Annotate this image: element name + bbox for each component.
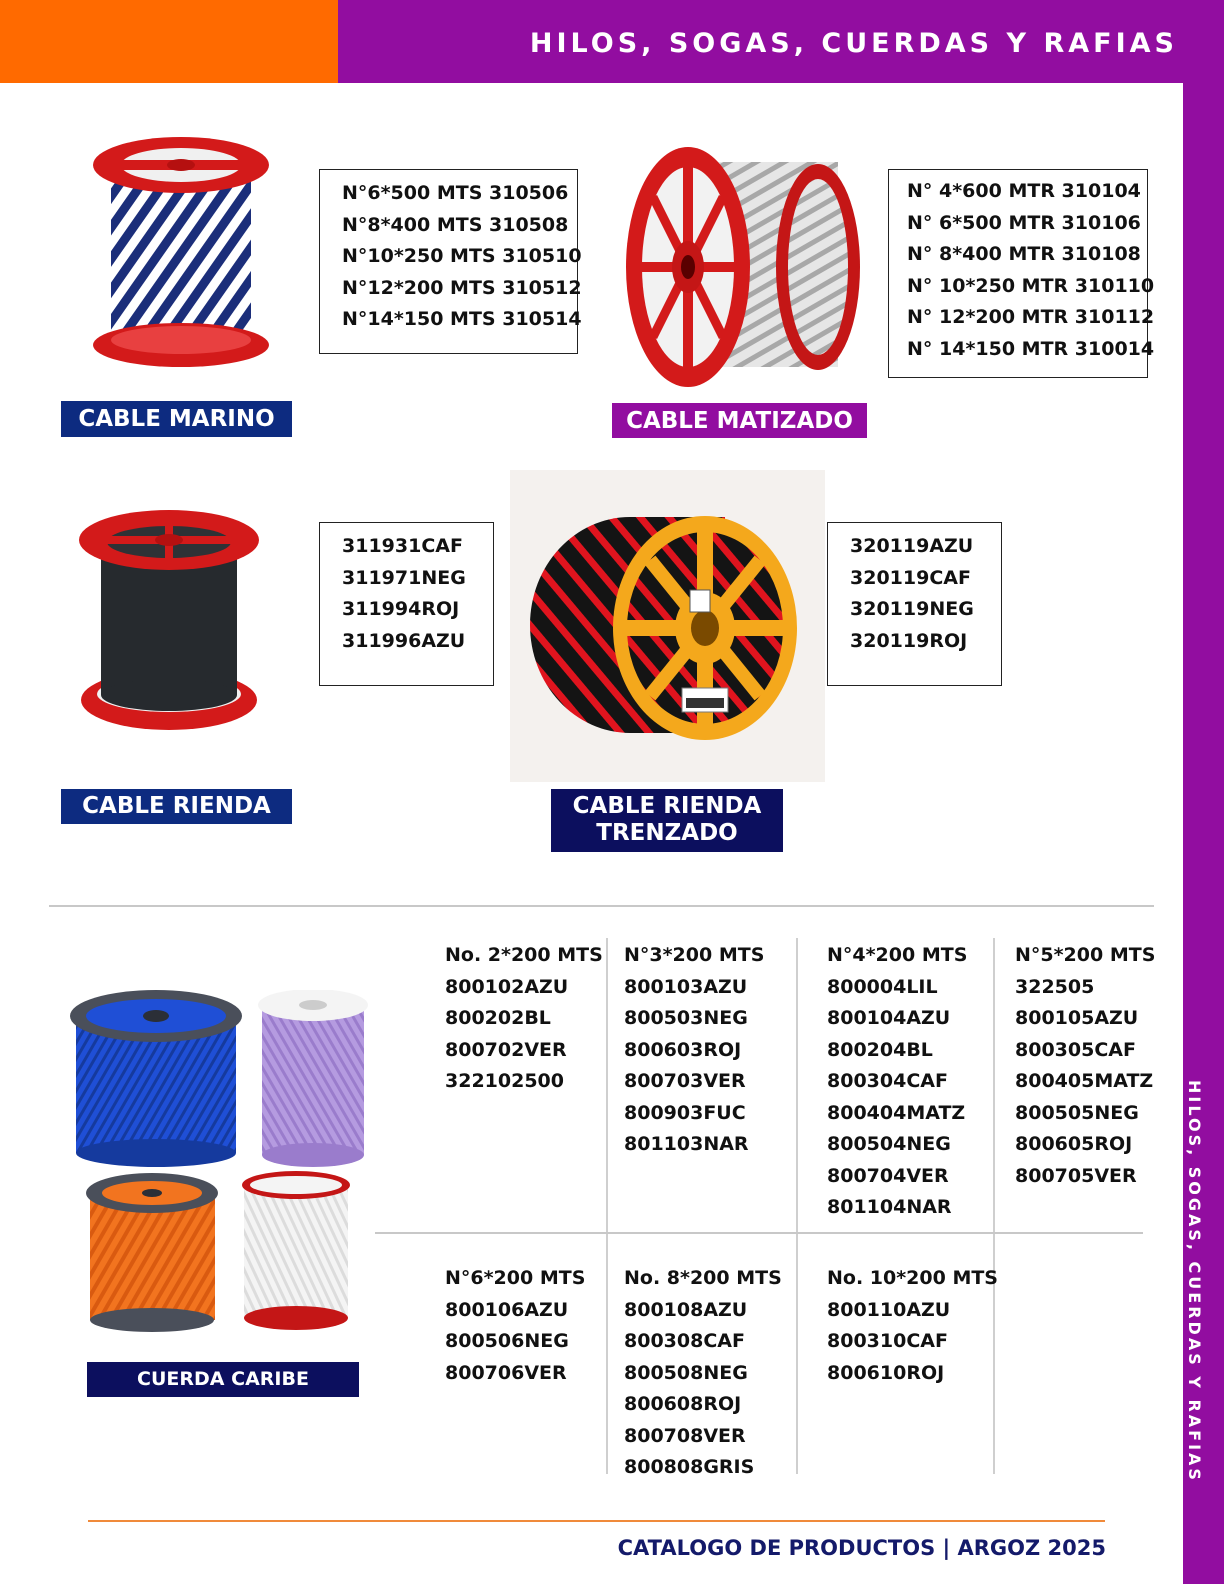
footer-text: CATALOGO DE PRODUCTOS | ARGOZ 2025 [617,1536,1106,1560]
code-line: 311971NEG [342,566,466,589]
code-line: 311931CAF [342,535,463,557]
code-line: 800308CAF [624,1330,745,1352]
cuerda-caribe-image [68,990,374,1335]
cable-rienda-codes [319,522,494,686]
size-column [624,1263,782,1484]
table-divider [796,938,798,1474]
code-line: 320119NEG [850,598,974,620]
code-line: N° 6*500 MTR 310106 [907,211,1141,234]
size-column [624,940,764,1161]
code-line: 800608ROJ [624,1393,742,1415]
code-line: N°8*400 MTS 310508 [342,213,569,236]
code-line: N° 4*600 MTR 310104 [907,180,1141,202]
code-line: 800305CAF [1015,1038,1136,1061]
cable-rienda-image [76,510,262,732]
code-line: 311994ROJ [342,598,460,620]
code-line: N° 10*250 MTR 310110 [907,274,1155,297]
code-line: 800103AZU [624,975,748,998]
cable-marino-image [86,130,276,375]
code-line: 320119CAF [850,566,971,589]
code-line: 800505NEG [1015,1101,1139,1124]
size-column [827,1263,998,1389]
cable-matizado-codes [888,169,1155,378]
code-line: 800405MATZ [1015,1070,1154,1092]
cable-marino-label: CABLE MARINO [61,401,292,437]
code-line: 800310CAF [827,1330,948,1352]
code-line: 800706VER [445,1361,567,1384]
code-line: 800404MATZ [827,1101,966,1124]
column-header: No. 10*200 MTS [827,1267,998,1289]
code-line: 800110AZU [827,1298,951,1321]
column-header: No. 2*200 MTS [445,944,603,966]
table-divider [993,938,995,1474]
code-line: 800004LIL [827,975,938,998]
column-header: N°6*200 MTS [445,1267,586,1289]
label-line: CABLE RIENDA [572,793,762,819]
code-line: 800506NEG [445,1330,569,1352]
size-column [827,940,967,1224]
column-header: N°3*200 MTS [624,944,765,966]
code-line: 800108AZU [624,1298,748,1321]
code-line: 800202BL [445,1007,551,1029]
code-line: 322505 [1015,975,1095,998]
label-line: TRENZADO [596,820,738,846]
code-line: 320119AZU [850,535,974,557]
column-header: No. 8*200 MTS [624,1267,782,1289]
code-line: 800703VER [624,1070,746,1092]
code-line: 800504NEG [827,1133,951,1155]
code-line: 800708VER [624,1424,746,1447]
size-column [1015,940,1155,1192]
column-header: N°5*200 MTS [1015,944,1156,966]
code-line: 322102500 [445,1070,564,1092]
code-line: 800105AZU [1015,1007,1139,1029]
code-line: N° 12*200 MTR 310112 [907,306,1155,328]
table-row-divider [375,1232,1143,1234]
code-line: 311996AZU [342,629,466,652]
code-line: 800808GRIS [624,1456,755,1478]
cable-matizado-image [618,142,864,400]
table-divider [606,938,608,1474]
section-divider [49,905,1154,907]
size-column [445,1263,585,1389]
page-title: HILOS, SOGAS, CUERDAS Y RAFIAS [529,28,1178,59]
code-line: 801104NAR [827,1196,952,1218]
code-line: N° 8*400 MTR 310108 [907,243,1141,265]
code-line: 800702VER [445,1038,567,1061]
code-line: 800102AZU [445,975,569,998]
code-line: 800605ROJ [1015,1133,1133,1155]
code-line: 801103NAR [624,1133,749,1155]
code-line: N°12*200 MTS 310512 [342,276,582,299]
code-line: 800503NEG [624,1007,748,1029]
code-line: 800304CAF [827,1070,948,1092]
code-line: 800603ROJ [624,1038,742,1061]
footer-divider [88,1520,1105,1522]
side-title: HILOS, SOGAS, CUERDAS Y RAFIAS [1185,1080,1204,1483]
code-line: 800704VER [827,1164,949,1187]
code-line: 800610ROJ [827,1361,945,1384]
column-header: N°4*200 MTS [827,944,968,966]
cable-rienda-label: CABLE RIENDA [61,789,292,824]
header-bar [338,0,1224,83]
code-line: N° 14*150 MTR 310014 [907,337,1155,360]
code-line: N°6*500 MTS 310506 [342,182,569,204]
size-column [445,940,603,1098]
cable-matizado-label: CABLE MATIZADO [612,403,867,438]
code-line: 800106AZU [445,1298,569,1321]
code-line: 800204BL [827,1038,933,1061]
code-line: N°14*150 MTS 310514 [342,308,582,330]
code-line: 800104AZU [827,1007,951,1029]
code-line: N°10*250 MTS 310510 [342,245,582,267]
code-line: 800705VER [1015,1164,1137,1187]
code-line: 320119ROJ [850,629,968,652]
cable-marino-codes [319,169,582,354]
code-line: 800903FUC [624,1101,746,1124]
cable-rienda-trenzado-codes [827,522,1002,686]
cuerda-caribe-label: CUERDA CARIBE [87,1362,359,1397]
cable-rienda-trenzado-image [510,470,825,782]
code-line: 800508NEG [624,1361,748,1384]
header-orange-block [0,0,338,83]
cable-rienda-trenzado-label [551,789,783,852]
